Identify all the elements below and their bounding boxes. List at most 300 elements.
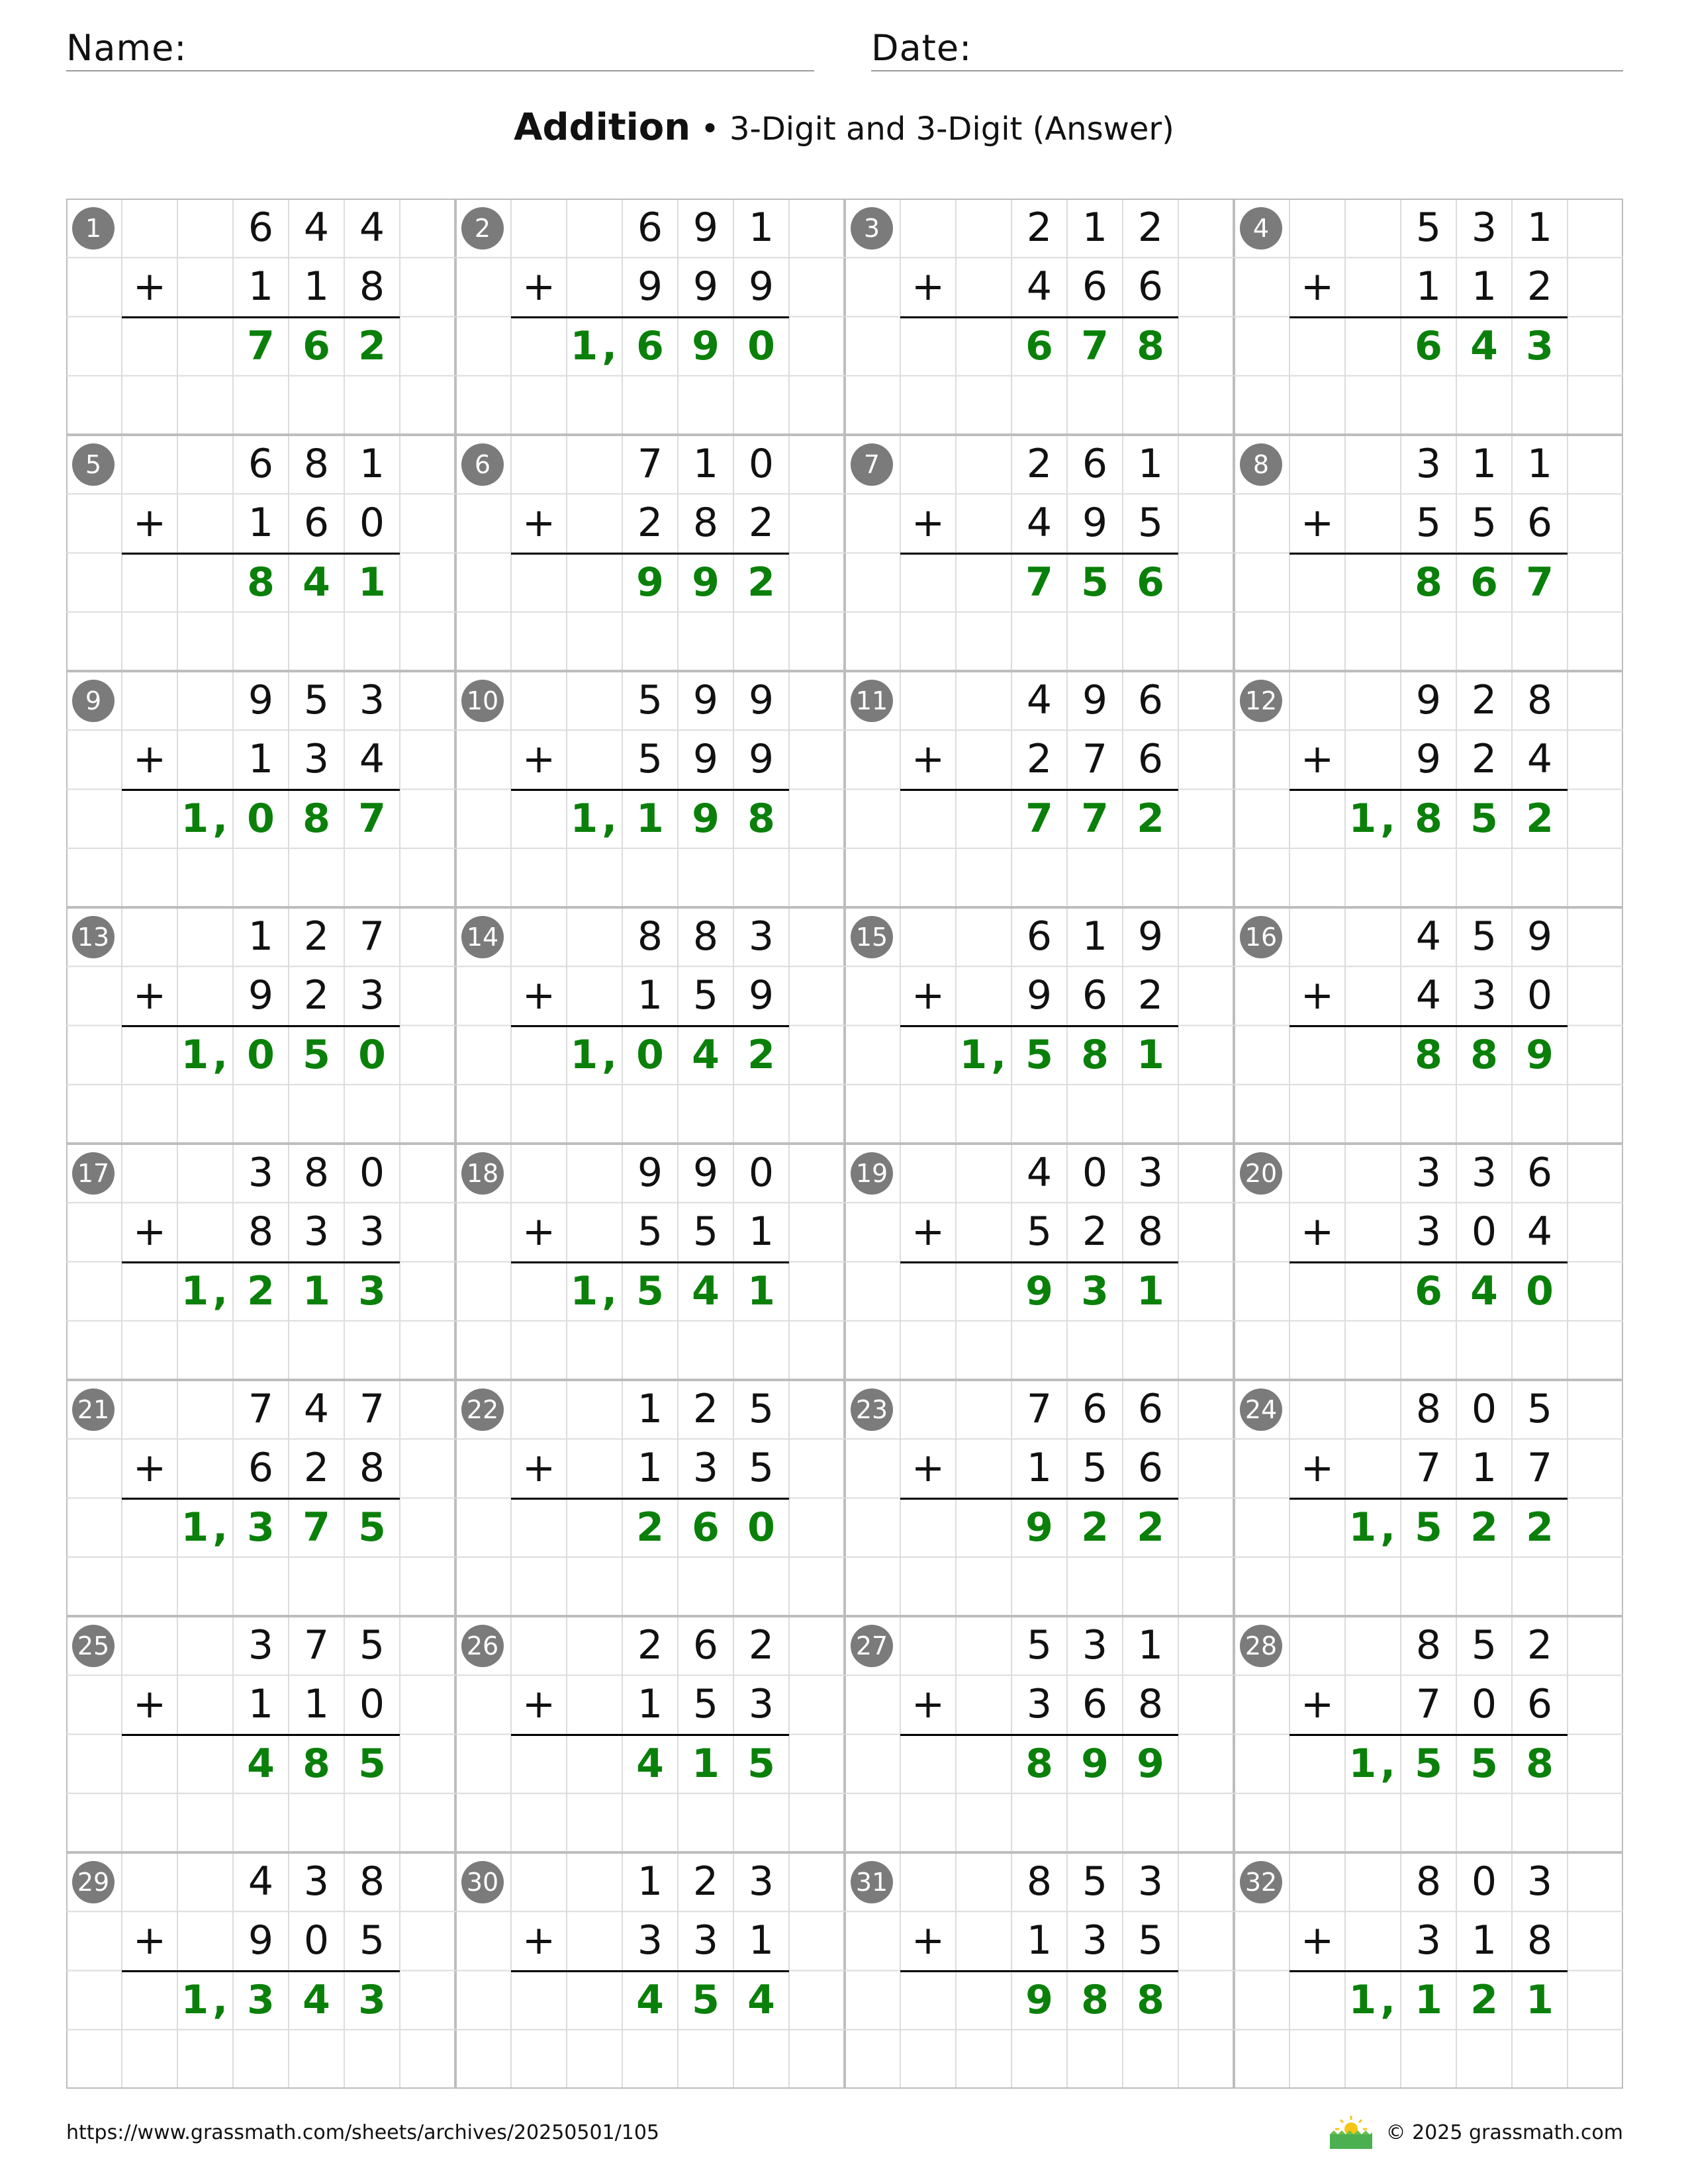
plus-sign: +: [522, 736, 556, 783]
addend-top-digit: 3: [748, 913, 774, 960]
addend-bottom-digit: 5: [1137, 500, 1164, 547]
answer-digit: 1,: [1348, 795, 1399, 842]
plus-sign: +: [522, 1208, 556, 1255]
date-label: Date:: [871, 27, 972, 69]
addend-top-digit: 7: [1026, 1386, 1053, 1432]
addend-bottom-digit: 2: [1026, 736, 1053, 783]
answer-digit: 3: [1081, 1267, 1109, 1314]
addend-bottom-digit: 1: [637, 1681, 663, 1728]
answer-digit: 8: [1137, 1976, 1164, 2023]
plus-sign: +: [522, 1681, 556, 1728]
answer-digit: 1: [1415, 1976, 1442, 2023]
problem-32: [1234, 1852, 1623, 2089]
answer-digit: 1: [358, 559, 386, 606]
addend-bottom-digit: 5: [1026, 1208, 1053, 1255]
addend-top-digit: 9: [692, 677, 719, 723]
addend-top-digit: 2: [692, 1858, 719, 1905]
answer-digit: 6: [1137, 559, 1164, 606]
addend-top-digit: 7: [248, 1386, 274, 1432]
answer-digit: 4: [1470, 1267, 1498, 1314]
problem-number-badge: 9: [72, 680, 115, 722]
addend-bottom-digit: 4: [1026, 500, 1053, 547]
addend-bottom-digit: 6: [303, 500, 330, 547]
addend-bottom-digit: 5: [637, 1208, 663, 1255]
addend-top-digit: 3: [1526, 1858, 1553, 1905]
answer-digit: 2: [747, 1031, 775, 1078]
addend-top-digit: 5: [1415, 205, 1442, 251]
addend-bottom-digit: 1: [637, 972, 663, 1019]
addend-bottom-digit: 3: [303, 1208, 330, 1255]
answer-digit: 2: [247, 1267, 275, 1314]
answer-digit: 0: [358, 1031, 386, 1078]
addend-bottom-digit: 6: [1137, 263, 1164, 310]
addend-top-digit: 6: [1137, 677, 1164, 723]
answer-digit: 5: [358, 1504, 386, 1551]
problem-28: [1234, 1616, 1623, 1852]
addend-bottom-digit: 9: [248, 1917, 274, 1964]
addend-bottom-digit: 8: [359, 1445, 385, 1492]
addend-bottom-digit: 6: [1082, 972, 1108, 1019]
problem-number-badge: 24: [1240, 1388, 1282, 1431]
answer-digit: 1: [1137, 1267, 1164, 1314]
addend-bottom-digit: 7: [1415, 1681, 1442, 1728]
answer-digit: 1,: [959, 1031, 1010, 1078]
addend-bottom-digit: 4: [359, 736, 385, 783]
answer-digit: 8: [1415, 559, 1442, 606]
addend-top-digit: 2: [637, 1622, 663, 1668]
addend-top-digit: 6: [1082, 441, 1108, 487]
answer-digit: 0: [636, 1031, 664, 1078]
addend-top-digit: 5: [1526, 1386, 1553, 1432]
addend-top-digit: 9: [248, 677, 274, 723]
addend-top-digit: 3: [1137, 1150, 1164, 1196]
answer-digit: 6: [1415, 322, 1442, 369]
problem-number-badge: 10: [461, 680, 504, 722]
addend-bottom-digit: 6: [1082, 263, 1108, 310]
answer-digit: 0: [1526, 1267, 1554, 1314]
answer-digit: 1,: [181, 1267, 232, 1314]
addend-bottom-digit: 7: [1082, 736, 1108, 783]
footer-url: https://www.grassmath.com/sheets/archives/20250501/105: [66, 2121, 660, 2144]
answer-digit: 9: [1137, 1740, 1164, 1787]
addend-bottom-digit: 3: [692, 1445, 719, 1492]
addend-bottom-digit: 3: [1082, 1917, 1108, 1964]
addend-bottom-digit: 2: [748, 500, 774, 547]
problem-9: [66, 671, 455, 907]
answer-digit: 3: [1526, 322, 1554, 369]
addend-top-digit: 9: [748, 677, 774, 723]
problem-12: [1234, 671, 1623, 907]
addend-top-digit: 1: [1137, 1622, 1164, 1668]
addend-bottom-digit: 8: [1137, 1208, 1164, 1255]
answer-digit: 9: [1526, 1031, 1554, 1078]
problem-number-badge: 3: [851, 207, 893, 250]
addend-top-digit: 2: [748, 1622, 774, 1668]
addend-bottom-digit: 5: [692, 972, 719, 1019]
grass-sun-logo-icon: [1327, 2115, 1375, 2152]
answer-digit: 2: [747, 559, 775, 606]
addend-top-digit: 9: [692, 205, 719, 251]
addend-bottom-digit: 8: [248, 1208, 274, 1255]
problem-number-badge: 21: [72, 1388, 115, 1431]
plus-sign: +: [911, 1445, 945, 1492]
answer-digit: 2: [1137, 795, 1164, 842]
addend-top-digit: 4: [1415, 913, 1442, 960]
addend-top-digit: 0: [1471, 1858, 1497, 1905]
problem-number-badge: 25: [72, 1625, 115, 1667]
plus-sign: +: [911, 1917, 945, 1964]
addend-bottom-digit: 5: [1137, 1917, 1164, 1964]
plus-sign: +: [911, 263, 945, 310]
addend-top-digit: 6: [1026, 913, 1053, 960]
addend-top-digit: 3: [248, 1150, 274, 1196]
answer-digit: 5: [1415, 1504, 1442, 1551]
addend-top-digit: 5: [1471, 913, 1497, 960]
addend-bottom-digit: 1: [248, 736, 274, 783]
answer-digit: 6: [692, 1504, 720, 1551]
answer-digit: 7: [1025, 795, 1053, 842]
addend-top-digit: 3: [248, 1622, 274, 1668]
addend-bottom-digit: 1: [1026, 1917, 1053, 1964]
addend-top-digit: 4: [1026, 677, 1053, 723]
addend-bottom-digit: 2: [1137, 972, 1164, 1019]
problem-number-badge: 12: [1240, 680, 1282, 722]
addend-bottom-digit: 4: [1526, 1208, 1553, 1255]
addend-top-digit: 3: [303, 1858, 330, 1905]
problem-number-badge: 6: [461, 443, 504, 486]
problem-number-badge: 22: [461, 1388, 504, 1431]
worksheet-title: [0, 106, 1688, 149]
plus-sign: +: [132, 1445, 167, 1492]
addend-top-digit: 0: [1082, 1150, 1108, 1196]
addend-top-digit: 5: [1026, 1622, 1053, 1668]
addend-top-digit: 4: [359, 205, 385, 251]
plus-sign: +: [1300, 736, 1335, 783]
answer-digit: 1,: [570, 1031, 621, 1078]
addend-top-digit: 7: [303, 1622, 330, 1668]
addend-bottom-digit: 2: [1082, 1208, 1108, 1255]
addend-bottom-digit: 1: [303, 263, 330, 310]
addend-top-digit: 6: [637, 205, 663, 251]
addend-bottom-digit: 0: [1526, 972, 1553, 1019]
addend-top-digit: 3: [1471, 205, 1497, 251]
answer-digit: 8: [1415, 1031, 1442, 1078]
plus-sign: +: [911, 972, 945, 1019]
addend-bottom-digit: 1: [1026, 1445, 1053, 1492]
problem-21: [66, 1380, 455, 1616]
answer-digit: 1: [636, 795, 664, 842]
answer-digit: 9: [1025, 1267, 1053, 1314]
problem-number-badge: 14: [461, 916, 504, 958]
problem-number-badge: 8: [1240, 443, 1282, 486]
plus-sign: +: [1300, 1445, 1335, 1492]
answer-digit: 4: [636, 1740, 664, 1787]
addend-top-digit: 9: [1526, 913, 1553, 960]
addend-top-digit: 2: [1471, 677, 1497, 723]
addend-bottom-digit: 2: [303, 972, 330, 1019]
addend-bottom-digit: 4: [1415, 972, 1442, 1019]
plus-sign: +: [1300, 1917, 1335, 1964]
answer-digit: 0: [747, 322, 775, 369]
answer-digit: 5: [692, 1976, 720, 2023]
addend-top-digit: 5: [637, 677, 663, 723]
problem-number-badge: 13: [72, 916, 115, 958]
plus-sign: +: [132, 1208, 167, 1255]
problem-8: [1234, 435, 1623, 671]
problem-number-badge: 18: [461, 1152, 504, 1195]
answer-digit: 9: [1025, 1504, 1053, 1551]
addend-bottom-digit: 9: [248, 972, 274, 1019]
problem-number-badge: 19: [851, 1152, 893, 1195]
addend-bottom-digit: 0: [359, 1681, 385, 1728]
problem-11: [845, 671, 1234, 907]
addend-bottom-digit: 3: [1471, 972, 1497, 1019]
addend-top-digit: 3: [1415, 441, 1442, 487]
addend-bottom-digit: 8: [1526, 1917, 1553, 1964]
problem-number-badge: 11: [851, 680, 893, 722]
addend-bottom-digit: 5: [692, 1208, 719, 1255]
addend-top-digit: 7: [359, 913, 385, 960]
title-subtitle: • 3-Digit and 3-Digit (Answer): [690, 111, 1174, 148]
problem-number-badge: 26: [461, 1625, 504, 1667]
answer-digit: 1,: [1348, 1976, 1399, 2023]
problem-4: [1234, 199, 1623, 435]
addend-bottom-digit: 0: [359, 500, 385, 547]
addend-top-digit: 8: [692, 913, 719, 960]
addend-bottom-digit: 9: [1415, 736, 1442, 783]
problem-2: [455, 199, 845, 435]
addend-top-digit: 8: [1415, 1622, 1442, 1668]
addend-bottom-digit: 1: [248, 500, 274, 547]
problem-3: [845, 199, 1234, 435]
addend-bottom-digit: 1: [1471, 263, 1497, 310]
answer-digit: 1,: [181, 795, 232, 842]
addend-top-digit: 3: [1415, 1150, 1442, 1196]
addend-top-digit: 1: [692, 441, 719, 487]
answer-digit: 5: [1415, 1740, 1442, 1787]
problem-27: [845, 1616, 1234, 1852]
addend-top-digit: 2: [1026, 441, 1053, 487]
plus-sign: +: [132, 263, 167, 310]
answer-digit: 0: [247, 1031, 275, 1078]
addend-bottom-digit: 5: [1415, 500, 1442, 547]
addend-top-digit: 0: [1471, 1386, 1497, 1432]
addend-top-digit: 3: [359, 677, 385, 723]
answer-digit: 9: [636, 559, 664, 606]
answer-digit: 4: [1470, 322, 1498, 369]
addend-bottom-digit: 3: [359, 972, 385, 1019]
addend-bottom-digit: 6: [1137, 1445, 1164, 1492]
addend-bottom-digit: 6: [1526, 1681, 1553, 1728]
plus-sign: +: [522, 500, 556, 547]
plus-sign: +: [911, 736, 945, 783]
answer-digit: 3: [247, 1976, 275, 2023]
addend-bottom-digit: 9: [637, 263, 663, 310]
addend-bottom-digit: 1: [748, 1208, 774, 1255]
addend-bottom-digit: 9: [748, 736, 774, 783]
answer-digit: 7: [1081, 795, 1109, 842]
addend-top-digit: 3: [1137, 1858, 1164, 1905]
addend-top-digit: 9: [1415, 677, 1442, 723]
title-main: Addition: [514, 106, 691, 149]
answer-digit: 8: [747, 795, 775, 842]
problem-number-badge: 32: [1240, 1861, 1282, 1903]
addend-bottom-digit: 3: [303, 736, 330, 783]
answer-digit: 8: [1081, 1976, 1109, 2023]
addend-bottom-digit: 2: [1526, 263, 1553, 310]
answer-digit: 4: [303, 1976, 330, 2023]
problem-number-badge: 5: [72, 443, 115, 486]
answer-digit: 7: [358, 795, 386, 842]
addend-top-digit: 5: [748, 1386, 774, 1432]
plus-sign: +: [132, 1917, 167, 1964]
problem-number-badge: 1: [72, 207, 115, 250]
plus-sign: +: [1300, 263, 1335, 310]
plus-sign: +: [522, 263, 556, 310]
addend-top-digit: 5: [303, 677, 330, 723]
plus-sign: +: [132, 736, 167, 783]
addend-top-digit: 8: [1415, 1858, 1442, 1905]
addend-top-digit: 1: [1526, 441, 1553, 487]
addend-top-digit: 2: [692, 1386, 719, 1432]
problem-15: [845, 907, 1234, 1144]
problem-24: [1234, 1380, 1623, 1616]
addend-top-digit: 2: [1526, 1622, 1553, 1668]
answer-digit: 5: [358, 1740, 386, 1787]
addend-top-digit: 2: [303, 913, 330, 960]
answer-digit: 2: [1526, 795, 1554, 842]
addend-bottom-digit: 5: [748, 1445, 774, 1492]
answer-digit: 9: [692, 322, 720, 369]
addend-bottom-digit: 4: [1526, 736, 1553, 783]
problem-number-badge: 16: [1240, 916, 1282, 958]
addend-top-digit: 8: [1026, 1858, 1053, 1905]
addend-bottom-digit: 7: [1415, 1445, 1442, 1492]
problem-19: [845, 1144, 1234, 1380]
addend-top-digit: 9: [1137, 913, 1164, 960]
problem-7: [845, 435, 1234, 671]
addend-bottom-digit: 1: [637, 1445, 663, 1492]
answer-digit: 3: [358, 1267, 386, 1314]
addend-top-digit: 1: [1526, 205, 1553, 251]
plus-sign: +: [1300, 1681, 1335, 1728]
problem-23: [845, 1380, 1234, 1616]
answer-digit: 4: [636, 1976, 664, 2023]
addend-bottom-digit: 9: [748, 972, 774, 1019]
addend-bottom-digit: 6: [1082, 1681, 1108, 1728]
answer-digit: 1,: [570, 795, 621, 842]
problem-22: [455, 1380, 845, 1616]
addend-bottom-digit: 2: [1471, 736, 1497, 783]
addend-bottom-digit: 0: [1471, 1208, 1497, 1255]
addend-bottom-digit: 2: [637, 500, 663, 547]
answer-digit: 5: [636, 1267, 664, 1314]
addend-top-digit: 7: [359, 1386, 385, 1432]
addend-top-digit: 1: [748, 205, 774, 251]
addend-bottom-digit: 8: [359, 263, 385, 310]
answer-digit: 9: [1081, 1740, 1109, 1787]
addend-top-digit: 6: [1082, 1386, 1108, 1432]
addend-top-digit: 2: [1026, 205, 1053, 251]
problem-6: [455, 435, 845, 671]
answer-digit: 4: [247, 1740, 275, 1787]
addend-top-digit: 8: [303, 1150, 330, 1196]
problem-25: [66, 1616, 455, 1852]
answer-digit: 1: [303, 1267, 330, 1314]
addend-top-digit: 6: [1137, 1386, 1164, 1432]
addend-top-digit: 6: [1526, 1150, 1553, 1196]
problem-31: [845, 1852, 1234, 2089]
problem-number-badge: 2: [461, 207, 504, 250]
addend-top-digit: 8: [303, 441, 330, 487]
answer-digit: 8: [1526, 1740, 1554, 1787]
addend-bottom-digit: 1: [748, 1917, 774, 1964]
problem-14: [455, 907, 845, 1144]
answer-digit: 8: [303, 795, 330, 842]
answer-digit: 6: [636, 322, 664, 369]
addend-top-digit: 7: [637, 441, 663, 487]
answer-digit: 4: [692, 1031, 720, 1078]
addend-top-digit: 6: [248, 205, 274, 251]
answer-digit: 8: [303, 1740, 330, 1787]
addend-top-digit: 3: [1471, 1150, 1497, 1196]
problem-number-badge: 29: [72, 1861, 115, 1903]
footer-copyright: © 2025 grassmath.com: [1385, 2121, 1623, 2144]
addend-bottom-digit: 3: [748, 1681, 774, 1728]
addend-top-digit: 1: [637, 1386, 663, 1432]
answer-digit: 7: [303, 1504, 330, 1551]
name-label: Name:: [66, 27, 187, 69]
addend-bottom-digit: 9: [692, 736, 719, 783]
answer-digit: 4: [747, 1976, 775, 2023]
problem-16: [1234, 907, 1623, 1144]
addend-bottom-digit: 5: [359, 1917, 385, 1964]
addend-bottom-digit: 3: [637, 1917, 663, 1964]
addend-top-digit: 1: [1082, 205, 1108, 251]
addend-top-digit: 1: [637, 1858, 663, 1905]
answer-digit: 1,: [181, 1031, 232, 1078]
plus-sign: +: [132, 972, 167, 1019]
addend-top-digit: 8: [637, 913, 663, 960]
addend-top-digit: 1: [248, 913, 274, 960]
answer-digit: 4: [303, 559, 330, 606]
answer-digit: 8: [1415, 795, 1442, 842]
plus-sign: +: [522, 1445, 556, 1492]
addend-top-digit: 4: [303, 1386, 330, 1432]
problem-number-badge: 20: [1240, 1152, 1282, 1195]
answer-digit: 7: [1025, 559, 1053, 606]
addend-top-digit: 8: [359, 1858, 385, 1905]
problem-number-badge: 15: [851, 916, 893, 958]
addend-top-digit: 5: [1471, 1622, 1497, 1668]
answer-digit: 1,: [181, 1504, 232, 1551]
answer-digit: 8: [1081, 1031, 1109, 1078]
problem-20: [1234, 1144, 1623, 1380]
answer-digit: 1,: [570, 322, 621, 369]
answer-digit: 2: [1526, 1504, 1554, 1551]
addend-top-digit: 3: [1082, 1622, 1108, 1668]
date-field[interactable]: [871, 25, 1623, 71]
addend-top-digit: 6: [692, 1622, 719, 1668]
addend-bottom-digit: 4: [1026, 263, 1053, 310]
problem-10: [455, 671, 845, 907]
addend-bottom-digit: 1: [1415, 263, 1442, 310]
addend-bottom-digit: 7: [1526, 1445, 1553, 1492]
answer-digit: 0: [747, 1504, 775, 1551]
addend-top-digit: 1: [1137, 441, 1164, 487]
answer-digit: 2: [1137, 1504, 1164, 1551]
name-field[interactable]: [66, 25, 814, 71]
